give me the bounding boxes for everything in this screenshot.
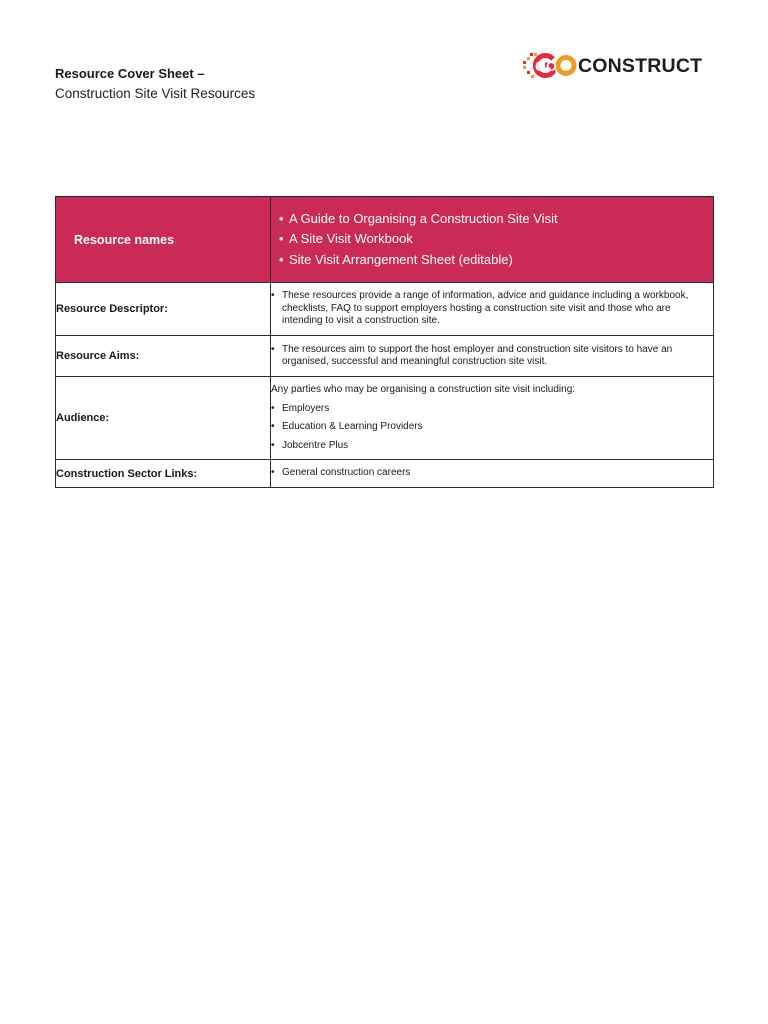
audience-item: • Education & Learning Providers (271, 421, 713, 434)
sector-link-item: • General construction careers (271, 467, 713, 480)
audience-row (56, 377, 714, 460)
audience-label: Audience: (56, 377, 271, 460)
sector-links-row (56, 460, 714, 488)
audience-cell (271, 377, 714, 460)
resource-descriptor-cell (271, 283, 714, 336)
resource-names-row (56, 197, 714, 283)
logo-mark-text: GO (535, 58, 557, 74)
resource-descriptor-row (56, 283, 714, 336)
document-title: Resource Cover Sheet – (55, 66, 205, 81)
go-logo-mark-icon (521, 52, 577, 80)
resource-aims-label: Resource Aims: (56, 336, 271, 377)
sector-links-cell (271, 460, 714, 488)
resource-names-cell (271, 197, 714, 283)
resource-name-item: • Site Visit Arrangement Sheet (editable) (279, 250, 713, 271)
resource-aims-text: • The resources aim to support the host employer and construction site visitors to have an organised, successful and meaningful construction site visit. (271, 344, 713, 369)
logo-text: CONSTRUCT (578, 55, 703, 77)
document-header (55, 66, 255, 102)
resource-names-label: Resource names (56, 197, 271, 283)
audience-intro: Any parties who may be organising a construction site visit including: (271, 384, 576, 395)
go-construct-logo (521, 52, 717, 80)
resource-aims-list (271, 344, 713, 369)
resource-aims-cell (271, 336, 714, 377)
resource-cover-table (55, 196, 714, 488)
resource-descriptor-label: Resource Descriptor: (56, 283, 271, 336)
document-subtitle: Construction Site Visit Resources (55, 86, 256, 101)
resource-names-list (271, 209, 713, 271)
resource-descriptor-list (271, 290, 713, 328)
sector-links-list (271, 467, 713, 480)
audience-item: • Jobcentre Plus (271, 440, 713, 453)
audience-list (271, 403, 713, 453)
resource-descriptor-text: • These resources provide a range of information, advice and guidance including a workbook, checklists, FAQ to support employers hosting a construction site visit and those who are intending to visit a construction site. (271, 290, 713, 328)
resource-aims-row (56, 336, 714, 377)
resource-name-item: • A Guide to Organising a Construction Site Visit (279, 209, 713, 230)
audience-item: • Employers (271, 403, 713, 416)
sector-links-label: Construction Sector Links: (56, 460, 271, 488)
resource-name-item: • A Site Visit Workbook (279, 229, 713, 250)
